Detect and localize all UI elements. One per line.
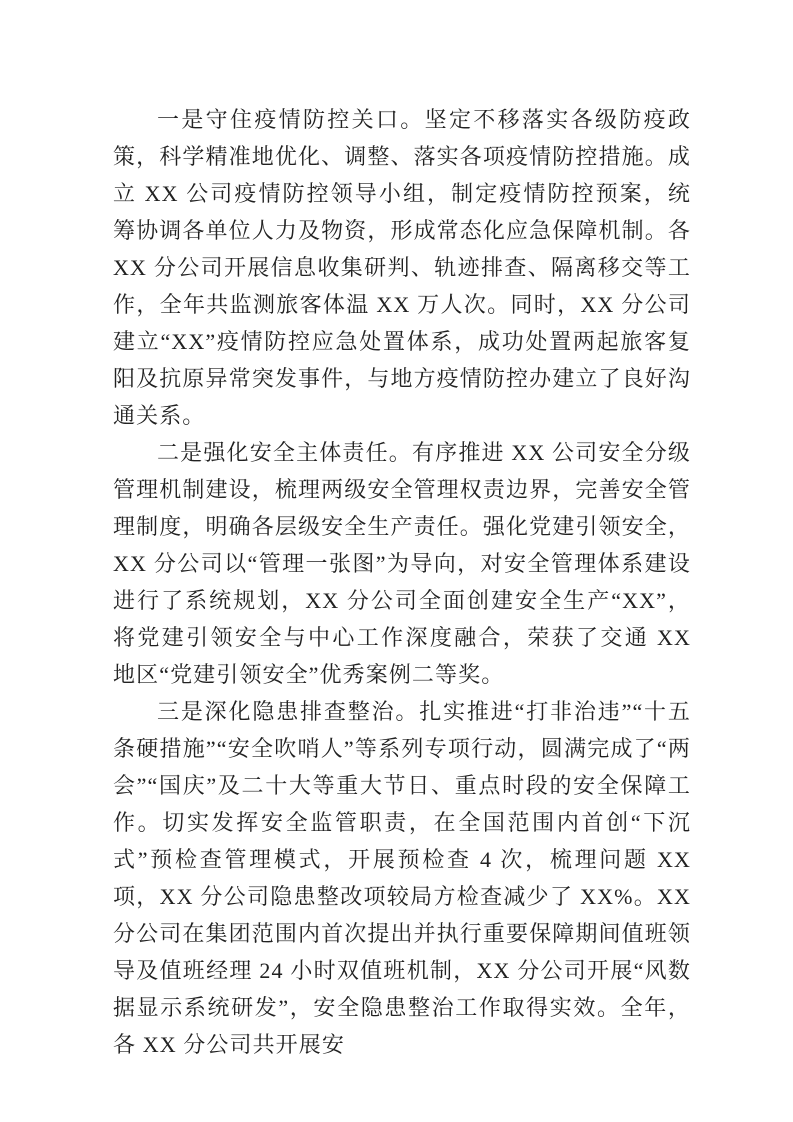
document-body (113, 101, 691, 1063)
paragraph-hazard-inspection: 三是深化隐患排查整治。扎实推进“打非治违”“十五条硬措施”“安全吹哨人”等系列专项行动，圆满完成了“两会”“国庆”及二十大等重大节日、重点时段的安全保障工作。切实发挥安全监管职责，在全国范围内首创“下沉式”预检查管理模式，开展预检查 4 次，梳理问题 XX 项，XX 分公司隐患整改项较局方检查减少了 XX%。XX 分公司在集团范围内首次提出并执行重要保障期间值班领导及值班经理 24 小时双值班机制，XX 分公司开展“风数据显示系统研发”，安全隐患整治工作取得实效。全年，各 XX 分公司共开展安 (113, 699, 691, 1057)
paragraph-safety-responsibility: 二是强化安全主体责任。有序推进 XX 公司安全分级管理机制建设，梳理两级安全管理权责边界，完善安全管理制度，明确各层级安全生产责任。强化党建引领安全，XX 分公司以“管理一张图”为导向，对安全管理体系建设进行了系统规划，XX 分公司全面创建安全生产“XX”，将党建引领安全与中心工作深度融合，荣获了交通 XX 地区“党建引领安全”优秀案例二等奖。 (113, 440, 691, 687)
paragraph-epidemic-prevention: 一是守住疫情防控关口。坚定不移落实各级防疫政策，科学精准地优化、调整、落实各项疫情防控措施。成立 XX 公司疫情防控领导小组，制定疫情防控预案，统筹协调各单位人力及物资，形成常态化应急保障机制。各 XX 分公司开展信息收集研判、轨迹排查、隔离移交等工作，全年共监测旅客体温 XX 万人次。同时，XX 分公司建立“XX”疫情防控应急处置体系，成功处置两起旅客复阳及抗原异常突发事件，与地方疫情防控办建立了良好沟通关系。 (113, 107, 691, 428)
